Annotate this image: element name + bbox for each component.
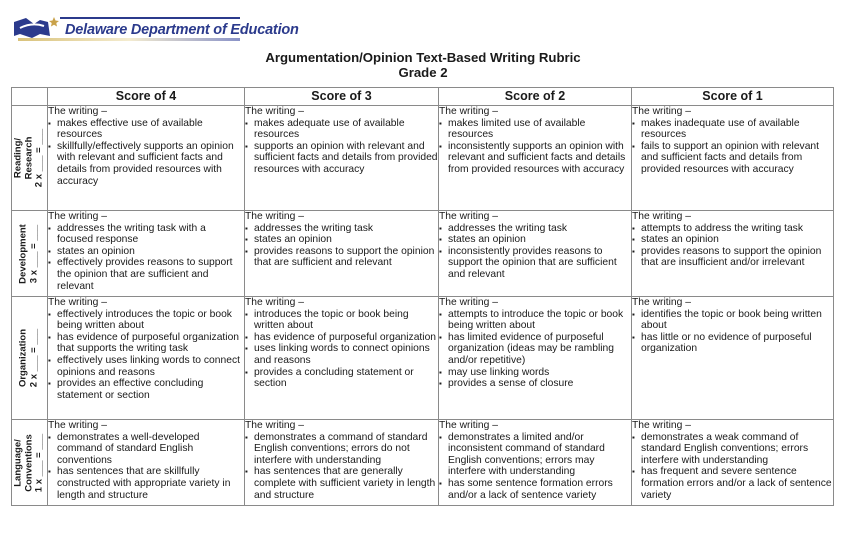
cell-lead-text: The writing – [439, 420, 498, 431]
cell-lead-text: The writing – [245, 297, 304, 308]
rubric-cell-reading-research-score-2 [439, 106, 632, 211]
rubric-cell-development-score-1 [632, 211, 834, 297]
rubric-cell-organization-score-1 [632, 297, 834, 420]
criteria-item: ▪ provides a concluding statement or section [245, 367, 438, 390]
score-multiplier: 2 x ___ = ___ [28, 328, 39, 388]
criteria-item: ▪ identifies the topic or book being written about [632, 309, 833, 332]
criteria-item: ▪ has some sentence formation errors and/or a lack of sentence variety [439, 478, 631, 501]
criteria-item: ▪ states an opinion [245, 234, 438, 246]
cell-lead-text: The writing – [48, 211, 107, 222]
criteria-item: ▪ effectively provides reasons to support the opinion that are sufficient and relevant [48, 257, 244, 292]
criteria-list [439, 118, 631, 176]
rubric-row-development [12, 211, 834, 297]
page-title [0, 50, 846, 80]
criteria-list [439, 309, 631, 390]
row-header-label [19, 224, 40, 284]
criteria-item: ▪ has limited evidence of purposeful organization (ideas may be rambling and/or repetitive) [439, 332, 631, 367]
cell-lead-text: The writing – [48, 106, 107, 117]
criteria-item: ▪ provides reasons to support the opinion that are sufficient and relevant [245, 246, 438, 269]
rubric-cell-language-conventions-score-4 [48, 420, 245, 506]
rubric-cell-reading-research-score-4 [48, 106, 245, 211]
category-label: Language/ [12, 438, 24, 487]
row-header-wrap [12, 297, 46, 419]
score-multiplier: 2 x ___ = ___ [33, 128, 45, 188]
header-row [12, 88, 834, 106]
criteria-item: ▪ skillfully/effectively supports an opinion with relevant and sufficient facts and details from provided resources with accuracy [48, 141, 244, 187]
criteria-list [632, 432, 833, 502]
criteria-item: ▪ provides a sense of closure [439, 378, 631, 390]
row-header-language-conventions [12, 420, 48, 506]
criteria-list [632, 223, 833, 269]
criteria-item: ▪ effectively uses linking words to connect opinions and reasons [48, 355, 244, 378]
criteria-item: ▪ states an opinion [439, 234, 631, 246]
row-header-organization [12, 297, 48, 420]
corner-cell [12, 88, 48, 106]
rubric-grade: Grade 2 [398, 65, 448, 80]
rubric-cell-language-conventions-score-2 [439, 420, 632, 506]
criteria-item: ▪ addresses the writing task [439, 223, 631, 235]
criteria-item: ▪ inconsistently supports an opinion with relevant and sufficient facts and details from provided resources with accuracy [439, 141, 631, 176]
criteria-list [632, 118, 833, 176]
criteria-item: ▪ makes limited use of available resources [439, 118, 631, 141]
category-label: Development [17, 223, 29, 284]
cell-lead-text: The writing – [48, 297, 107, 308]
column-header-score-2: Score of 2 [439, 88, 632, 106]
criteria-item: ▪ states an opinion [48, 246, 244, 258]
rubric-cell-reading-research-score-1 [632, 106, 834, 211]
rubric-cell-language-conventions-score-1 [632, 420, 834, 506]
criteria-item: ▪ effectively introduces the topic or book being written about [48, 309, 244, 332]
row-header-label [13, 433, 45, 491]
column-header-score-3: Score of 3 [245, 88, 439, 106]
criteria-item: ▪ makes inadequate use of available resources [632, 118, 833, 141]
category-label-line2: Conventions [22, 433, 34, 492]
rubric-cell-organization-score-4 [48, 297, 245, 420]
criteria-item: ▪ demonstrates a well-developed command of standard English conventions [48, 432, 244, 467]
criteria-item: ▪ attempts to introduce the topic or book being written about [439, 309, 631, 332]
criteria-item: ▪ has sentences that are generally complete with sufficient variety in length and structure [245, 466, 438, 501]
rubric-cell-development-score-4 [48, 211, 245, 297]
criteria-item: ▪ introduces the topic or book being written about [245, 309, 438, 332]
criteria-item: ▪ makes effective use of available resources [48, 118, 244, 141]
criteria-item: ▪ has evidence of purposeful organization that supports the writing task [48, 332, 244, 355]
criteria-item: ▪ provides reasons to support the opinion that are insufficient and/or irrelevant [632, 246, 833, 269]
cell-lead-text: The writing – [245, 106, 304, 117]
cell-lead-text: The writing – [439, 297, 498, 308]
criteria-item: ▪ demonstrates a weak command of standard English conventions; errors interfere with understanding [632, 432, 833, 467]
criteria-item: ▪ addresses the writing task [245, 223, 438, 235]
score-multiplier: 3 x ___ = ___ [28, 224, 39, 283]
criteria-item: ▪ may use linking words [439, 367, 631, 379]
criteria-item: ▪ fails to support an opinion with relevant and sufficient facts and details from provided resources with accuracy [632, 141, 833, 176]
category-label: Reading/ [12, 137, 24, 179]
criteria-list [245, 432, 438, 502]
rubric-cell-organization-score-3 [245, 297, 439, 420]
row-header-wrap [12, 420, 46, 505]
criteria-item: ▪ attempts to address the writing task [632, 223, 833, 235]
cell-lead-text: The writing – [245, 420, 304, 431]
row-header-label [13, 129, 45, 187]
criteria-item: ▪ addresses the writing task with a focused response [48, 223, 244, 246]
criteria-item: ▪ demonstrates a limited and/or inconsistent command of standard English conventions; errors may interfere with understanding [439, 432, 631, 478]
criteria-item: ▪ inconsistently provides reasons to support the opinion that are sufficient and relevant [439, 246, 631, 281]
criteria-item: ▪ provides an effective concluding statement or section [48, 378, 244, 401]
row-header-development [12, 211, 48, 297]
criteria-item: ▪ states an opinion [632, 234, 833, 246]
rubric-row-organization [12, 297, 834, 420]
criteria-list [632, 309, 833, 355]
cell-lead-text: The writing – [632, 297, 691, 308]
cell-lead-text: The writing – [632, 211, 691, 222]
cell-lead-text: The writing – [439, 211, 498, 222]
criteria-list [439, 432, 631, 502]
criteria-list [245, 223, 438, 269]
cell-lead-text: The writing – [632, 420, 691, 431]
criteria-item: ▪ supports an opinion with relevant and sufficient facts and details from provided resources with accuracy [245, 141, 438, 176]
category-label-line2: Research [22, 136, 34, 180]
cell-lead-text: The writing – [245, 211, 304, 222]
column-header-score-4: Score of 4 [48, 88, 245, 106]
criteria-list [48, 432, 244, 502]
org-name: Delaware Department of Education [65, 22, 299, 38]
criteria-item: ▪ has little or no evidence of purposeful organization [632, 332, 833, 355]
rubric-row-language-conventions [12, 420, 834, 506]
category-label: Organization [17, 328, 29, 388]
cell-lead-text: The writing – [48, 420, 107, 431]
criteria-item: ▪ demonstrates a command of standard English conventions; errors do not interfere with understanding [245, 432, 438, 467]
rubric-cell-organization-score-2 [439, 297, 632, 420]
row-header-label [19, 329, 40, 387]
criteria-item: ▪ uses linking words to connect opinions and reasons [245, 343, 438, 366]
rubric-cell-language-conventions-score-3 [245, 420, 439, 506]
criteria-item: ▪ makes adequate use of available resources [245, 118, 438, 141]
rubric-cell-development-score-2 [439, 211, 632, 297]
criteria-item: ▪ has sentences that are skillfully constructed with appropriate variety in length and structure [48, 466, 244, 501]
row-header-wrap [12, 211, 46, 296]
criteria-list [48, 309, 244, 402]
row-header-reading-research [12, 106, 48, 211]
delaware-doe-logo [10, 12, 299, 42]
score-multiplier: 1 x ___ = ___ [33, 433, 45, 492]
rubric-cell-reading-research-score-3 [245, 106, 439, 211]
row-header-wrap [12, 106, 46, 210]
criteria-list [48, 118, 244, 188]
criteria-item: ▪ has evidence of purposeful organization [245, 332, 438, 344]
cell-lead-text: The writing – [632, 106, 691, 117]
rubric-cell-development-score-3 [245, 211, 439, 297]
column-header-score-1: Score of 1 [632, 88, 834, 106]
cell-lead-text: The writing – [439, 106, 498, 117]
criteria-list [439, 223, 631, 281]
rubric-title: Argumentation/Opinion Text-Based Writing Rubric [265, 50, 581, 65]
criteria-list [245, 309, 438, 390]
rubric-row-reading-research [12, 106, 834, 211]
criteria-list [48, 223, 244, 293]
criteria-list [245, 118, 438, 176]
rubric-table [11, 87, 834, 506]
criteria-item: ▪ has frequent and severe sentence formation errors and/or a lack of sentence variety [632, 466, 833, 501]
